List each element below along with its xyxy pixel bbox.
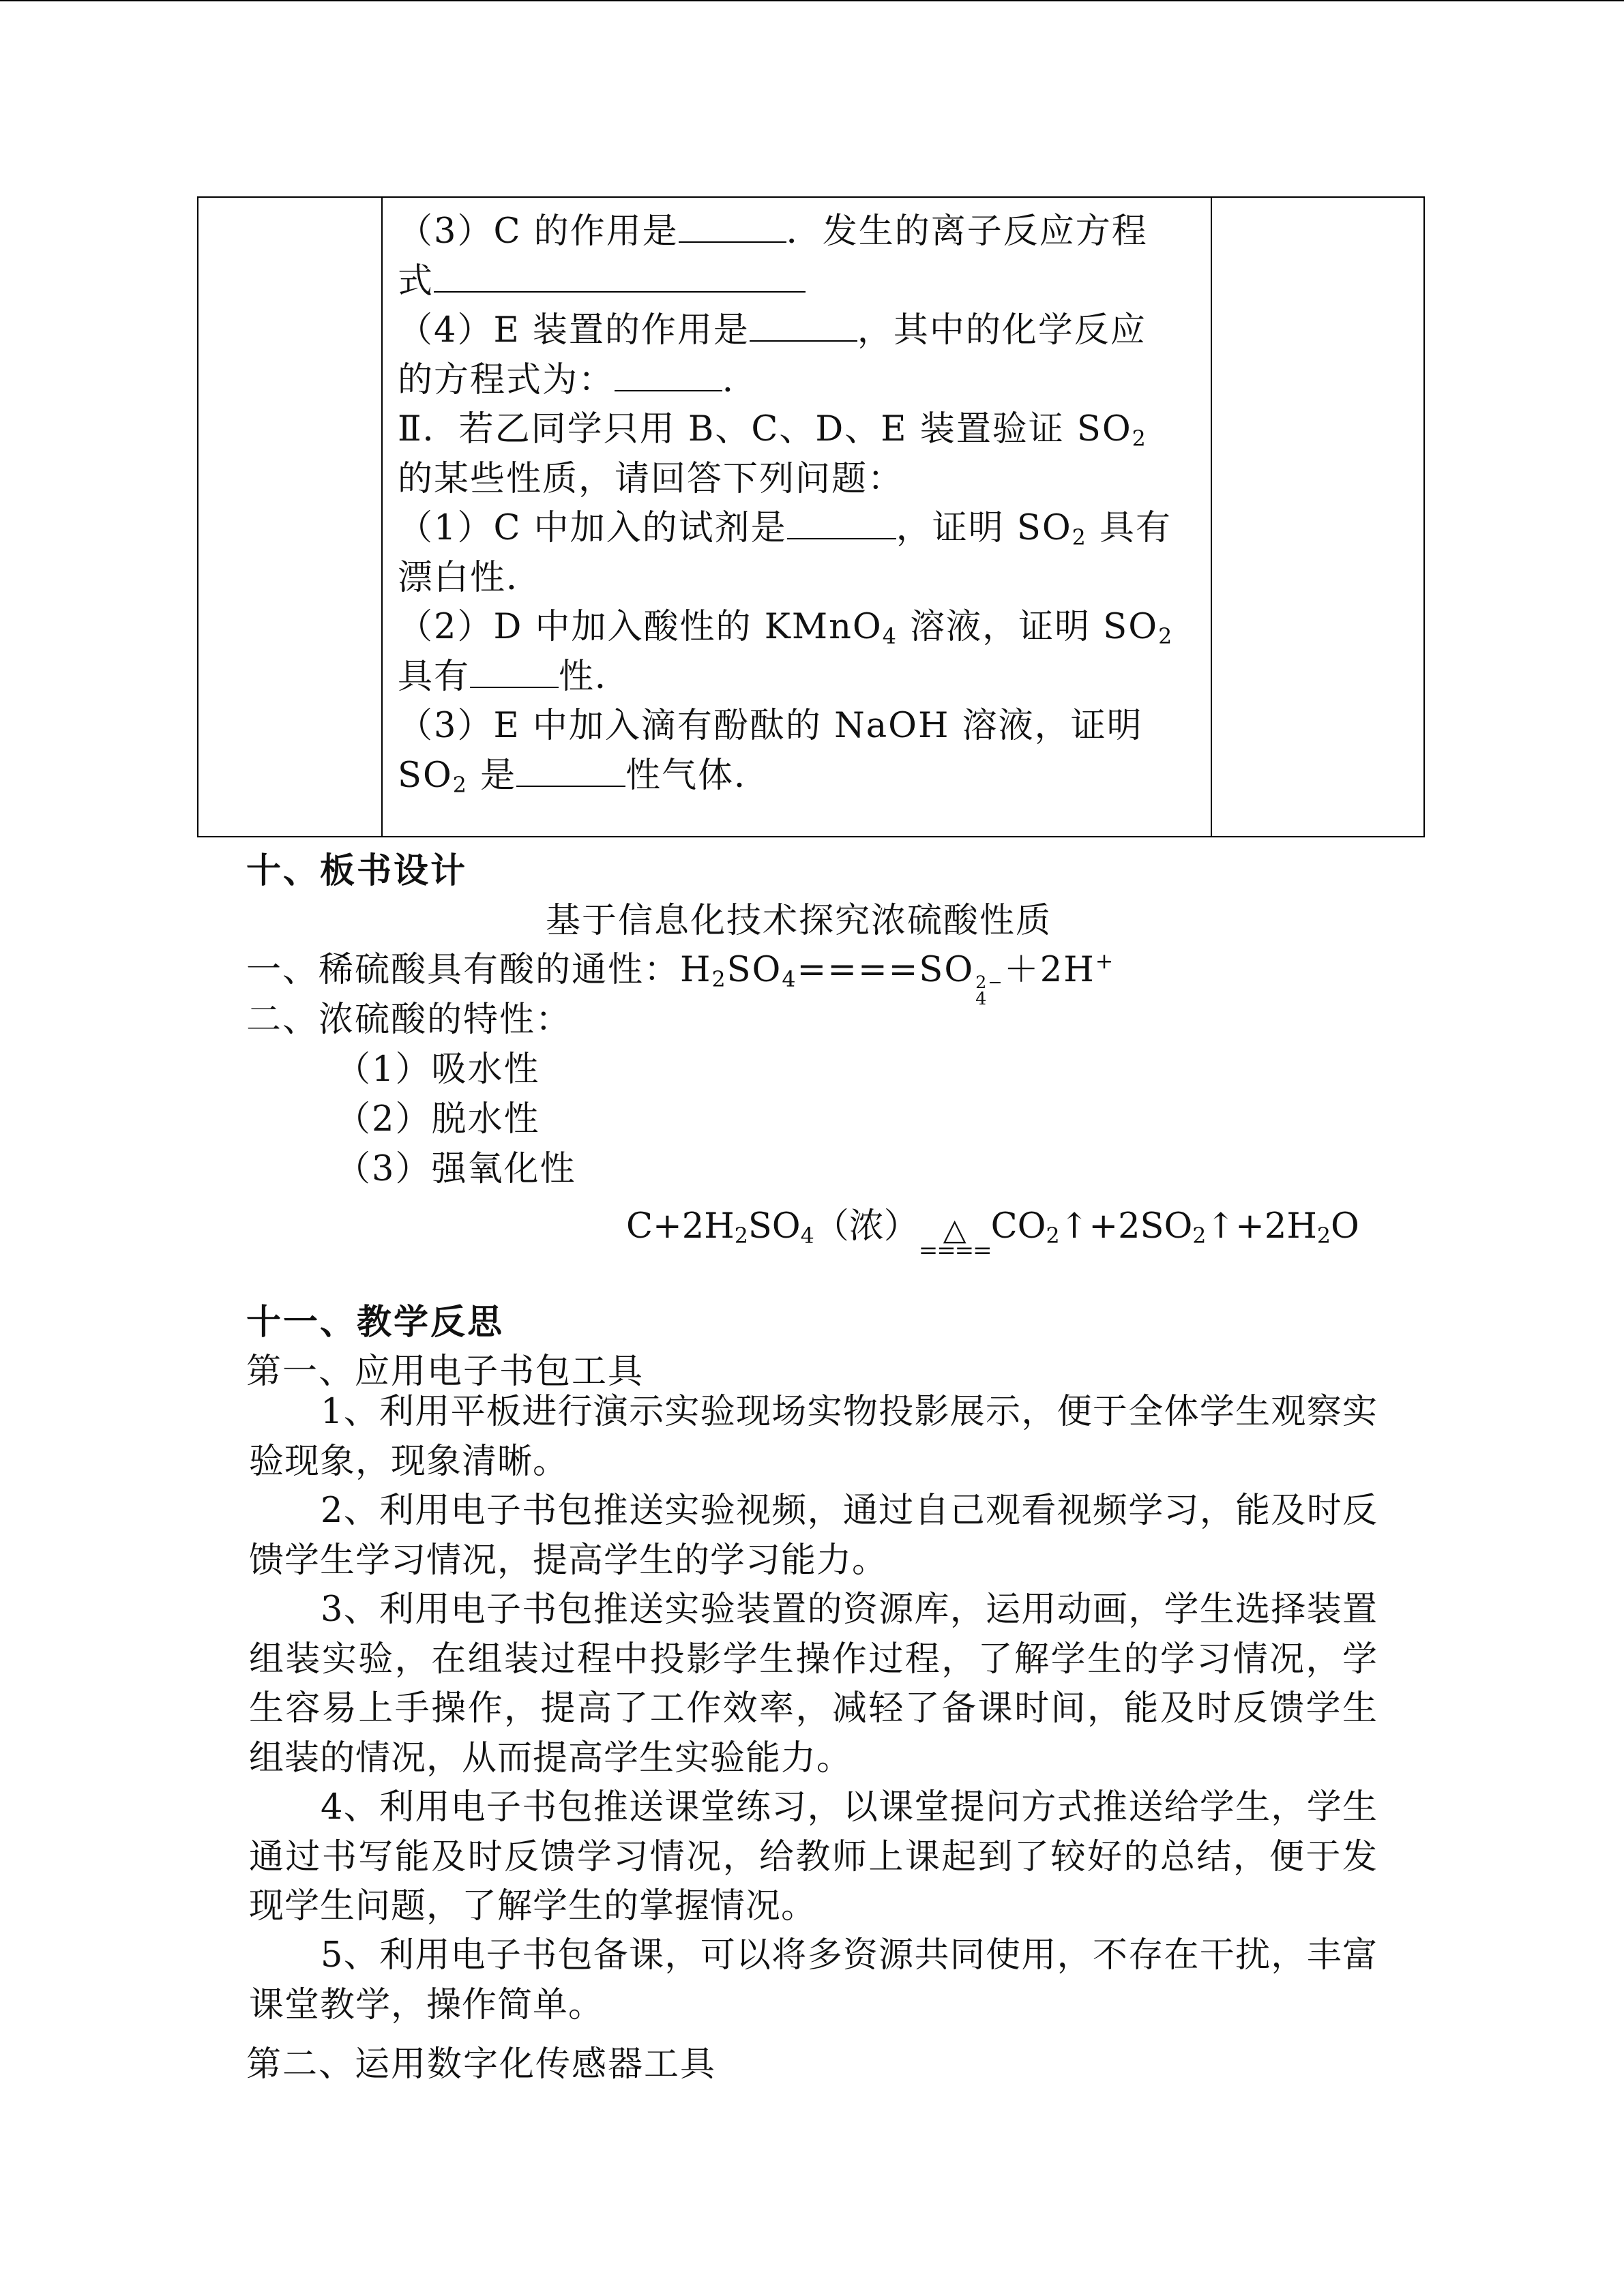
table-line: （2）D 中加入酸性的 KMnO$_4$ 溶液，证明 $SO_2$ [398,607,1174,649]
answer-blank[interactable] [516,751,625,787]
reflection-paragraph: 1、利用平板进行演示实验现场实物投影展示，便于全体学生观察实验现象，现象清晰。 [249,1392,1378,1482]
table-line: （3）C 的作用是 ．发生的离子反应方程 [398,207,1211,257]
table-line: 的某些性质，请回答下列问题： [398,458,904,499]
board-line-conc-acid: 二、浓硫酸的特性： [246,1000,572,1040]
board-item: （1）吸水性 [336,1049,540,1090]
table-cell-content [382,197,1211,837]
table-line: 漂白性． [398,557,543,598]
section-heading-board: 十、板书设计 [246,850,468,891]
answer-blank[interactable] [750,306,857,342]
board-item: （2）脱水性 [336,1099,540,1139]
table-line: （1）C 中加入的试剂是 ，证明 $SO_2$ 具有 [398,504,1211,554]
lesson-table [197,196,1425,837]
table-line: 的方程式为： ． [398,356,1211,406]
reflection-paragraph: 4、利用电子书包推送课堂练习，以课堂提问方式推送给学生，学生通过书写能及时反馈学习情况，给教师上课起到了较好的总结，便于发现学生问题，了解学生的掌握情况。 [249,1787,1378,1926]
heating-condition: △ ==== [918,1212,991,1264]
answer-blank[interactable] [470,653,559,688]
answer-blank[interactable] [679,207,786,243]
table-line: 式 [398,257,1211,307]
board-line-dilute-acid: 一、稀硫酸具有酸的通性：$H_2SO_4====SO$ 2− 4 ＋2H+ [246,949,1115,1010]
table-line: Ⅱ．若乙同学只用 B、C、D、E 装置验证 $SO_2$ [398,409,1147,451]
page-top-border [0,0,1624,1]
answer-blank[interactable] [787,504,896,539]
reflection-subheading: 第一、应用电子书包工具 [246,1352,645,1392]
table-cell-left [198,197,382,837]
reflection-paragraph: 3、利用电子书包推送实验装置的资源库，运用动画，学生选择装置组装实验，在组装过程中投影学生操作过程，了解学生的学习情况，学生容易上手操作，提高了工作效率，减轻了备课时间，能及时反馈学生组装的情况，从而提高学生实验能力。 [249,1590,1378,1778]
reflection-subheading: 第二、运用数字化传感器工具 [246,2044,717,2085]
table-cell-right [1211,197,1424,837]
reflection-paragraph: 2、利用电子书包推送实验视频，通过自己观看视频学习，能及时反馈学生学习情况，提高学生的学习能力。 [249,1491,1378,1581]
section-heading-reflection: 十一、教学反思 [246,1302,505,1343]
table-line: $SO_2$ 是 性气体． [398,751,1211,801]
table-line: 具有 性． [398,653,1211,702]
reflection-paragraph: 5、利用电子书包备课，可以将多资源共同使用，不存在干扰，丰富课堂教学，操作简单。 [249,1935,1378,2025]
table-line: （3）E 中加入滴有酚酞的 NaOH 溶液，证明 [398,706,1143,746]
answer-blank[interactable] [434,257,806,293]
table-line: （4）E 装置的作用是 ，其中的化学反应 [398,306,1211,356]
board-title: 基于信息化技术探究浓硫酸性质 [546,901,1052,941]
answer-blank[interactable] [615,356,722,391]
board-item: （3）强氧化性 [336,1149,576,1189]
reaction-equation: $C+2H_2SO_4$（浓） △ ==== $CO_2↑+2SO_2↑+2H_2O$ [626,1206,1359,1264]
